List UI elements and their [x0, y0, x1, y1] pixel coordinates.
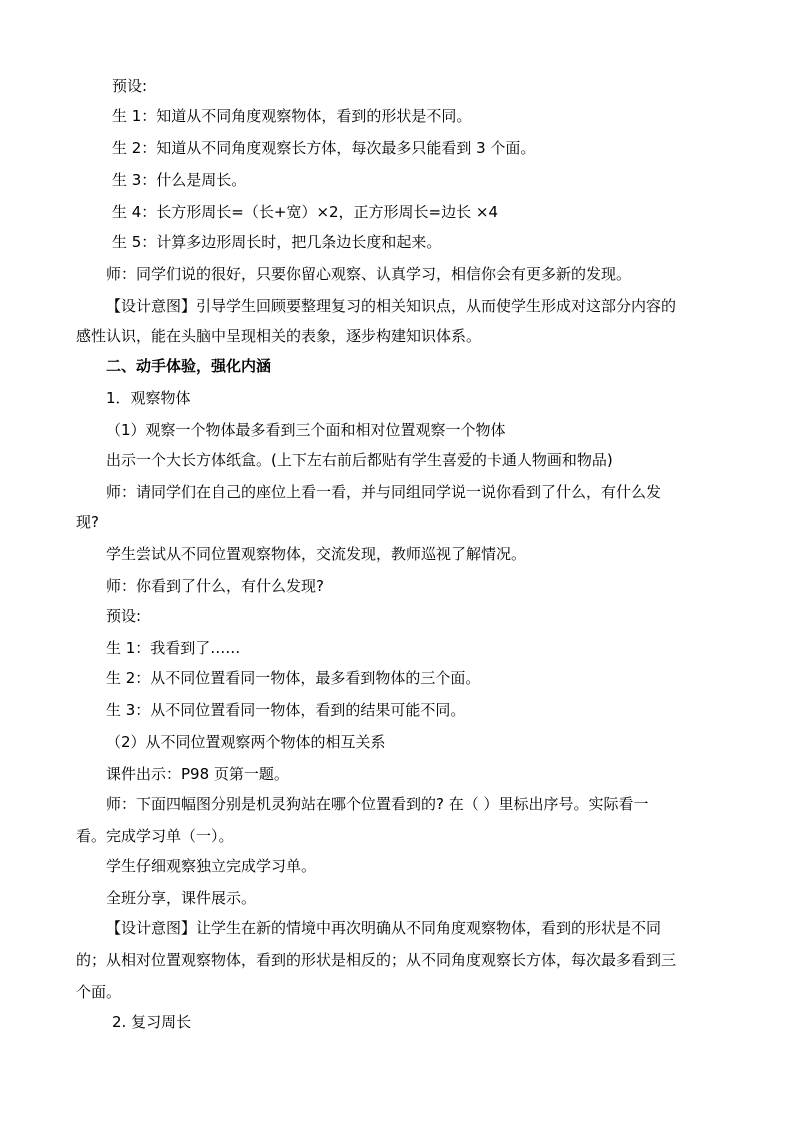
text-line: 生 1：知道从不同角度观察物体，看到的形状是不同。: [112, 107, 472, 125]
text-line: 生 1：我看到了……: [106, 639, 241, 657]
text-line: 生 4：长方形周长=（长+宽）×2，正方形周长=边长 ×4: [112, 203, 499, 221]
text-line: 现?: [76, 513, 99, 531]
text-line: 个面。: [76, 983, 122, 1001]
text-line: （2）从不同位置观察两个物体的相互关系: [106, 733, 386, 751]
text-line: 生 3：从不同位置看同一物体，看到的结果可能不同。: [106, 701, 466, 719]
text-line: 出示一个大长方体纸盒。(上下左右前后都贴有学生喜爱的卡通人物画和物品): [106, 451, 613, 469]
text-line: 生 2：从不同位置看同一物体，最多看到物体的三个面。: [106, 669, 481, 687]
text-line: （1）观察一个物体最多看到三个面和相对位置观察一个物体: [106, 421, 506, 439]
text-line: 师：请同学们在自己的座位上看一看，并与同组同学说一说你看到了什么，有什么发: [106, 483, 662, 501]
text-line: 生 5：计算多边形周长时，把几条边长度和起来。: [112, 233, 442, 251]
text-line: 生 3：什么是周长。: [112, 171, 247, 189]
text-line: 感性认识，能在头脑中呈现相关的表象，逐步构建知识体系。: [76, 327, 482, 345]
text-line: 全班分享，课件展示。: [106, 889, 257, 907]
text-line: 师：同学们说的很好，只要你留心观察、认真学习，相信你会有更多新的发现。: [106, 265, 632, 283]
text-line: 师：你看到了什么，有什么发现?: [106, 577, 324, 595]
subsection-heading: 2. 复习周长: [112, 1013, 192, 1031]
text-line: 学生仔细观察独立完成学习单。: [106, 857, 317, 875]
text-line: 预设:: [112, 77, 148, 95]
text-line: 的；从相对位置观察物体，看到的形状是相反的；从不同角度观察长方体，每次最多看到三: [76, 951, 677, 969]
section-heading: 二、动手体验，强化内涵: [106, 357, 272, 375]
design-intent-heading: 【设计意图】让学生在新的情境中再次明确从不同角度观察物体，看到的形状是不同: [106, 919, 662, 937]
text-line: 预设:: [106, 607, 142, 625]
text-line: 看。完成学习单（一）。: [76, 827, 234, 845]
text-line: 课件出示：P98 页第一题。: [106, 765, 289, 783]
text-line: 师：下面四幅图分别是机灵狗站在哪个位置看到的? 在（ ）里标出序号。实际看一: [106, 795, 649, 813]
design-intent-heading: 【设计意图】引导学生回顾要整理复习的相关知识点，从而使学生形成对这部分内容的: [106, 297, 677, 315]
text-line: 生 2：知道从不同角度观察长方体，每次最多只能看到 3 个面。: [112, 139, 536, 157]
subsection-heading: 1．观察物体: [106, 389, 191, 407]
text-line: 学生尝试从不同位置观察物体，交流发现，教师巡视了解情况。: [106, 545, 527, 563]
